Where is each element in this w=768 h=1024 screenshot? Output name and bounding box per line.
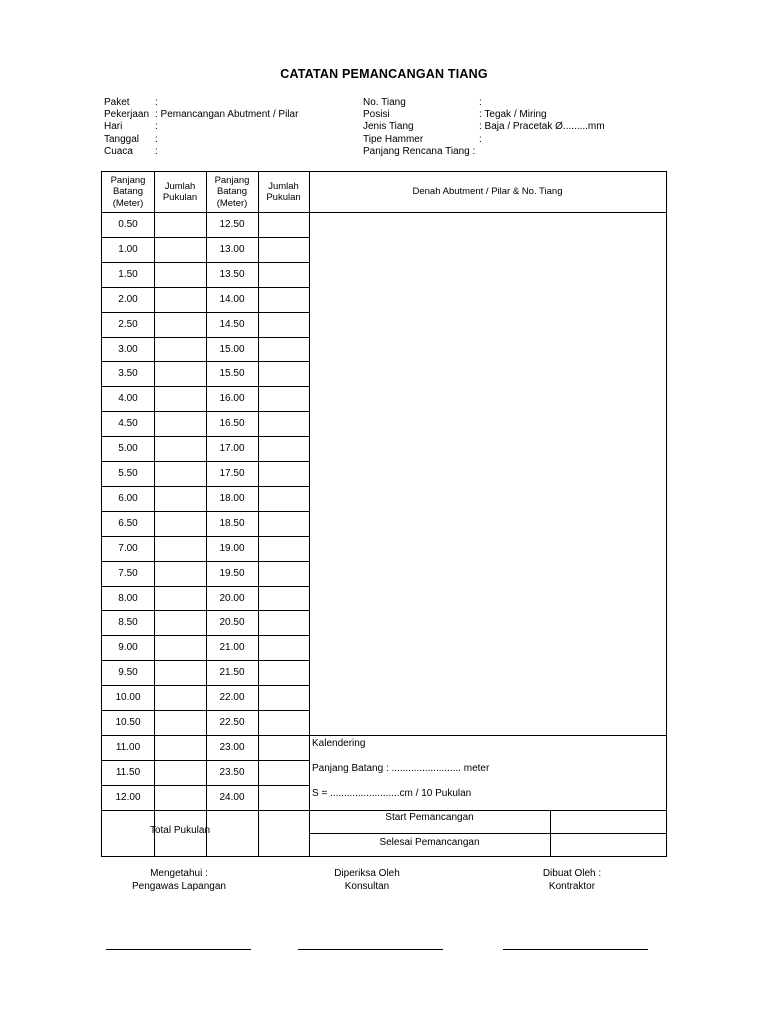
panjang-batang-cell: 12.50 <box>219 219 245 230</box>
signature-role: Dibuat Oleh : <box>542 868 602 879</box>
info-label: Pekerjaan <box>104 109 150 121</box>
info-row-no-tiang <box>363 97 653 109</box>
signature-role: Diperiksa Oleh <box>334 868 400 879</box>
panjang-batang-cell: 20.50 <box>219 617 245 629</box>
panjang-batang-cell: 8.00 <box>118 592 138 604</box>
info-value: : Tegak / Miring <box>479 109 547 121</box>
panjang-batang-cell: 5.00 <box>118 443 138 455</box>
info-row-hari <box>104 121 314 133</box>
column-divider <box>258 172 259 856</box>
info-label: Posisi <box>363 109 390 121</box>
panjang-batang-cell: 17.50 <box>219 468 245 479</box>
panjang-batang-line: Panjang Batang : ......................... meter <box>312 763 490 774</box>
info-row-paket <box>104 97 314 109</box>
row-divider <box>102 810 309 811</box>
panjang-batang-cell: 15.50 <box>219 368 245 380</box>
panjang-batang-cell: 20.00 <box>219 592 245 604</box>
signature-block-kontraktor <box>482 867 662 893</box>
panjang-batang-cell: 10.50 <box>115 717 141 728</box>
panjang-batang-cell: 4.00 <box>118 393 138 405</box>
row-divider <box>309 735 666 736</box>
start-pemancangan-label: Start Pemancangan <box>385 812 474 823</box>
info-right-block <box>363 97 653 158</box>
row-divider <box>102 212 666 213</box>
panjang-batang-cell: 9.00 <box>118 642 138 654</box>
panjang-batang-cell: 6.50 <box>118 517 138 529</box>
signature-title: Pengawas Lapangan <box>132 881 226 892</box>
panjang-batang-cell: 5.50 <box>118 468 138 479</box>
info-row-jenis-tiang <box>363 121 653 133</box>
info-value: : Baja / Pracetak Ø.........mm <box>479 121 605 133</box>
panjang-batang-cell: 9.50 <box>118 667 138 679</box>
signature-role: Mengetahui : <box>150 868 208 879</box>
panjang-batang-cell: 22.50 <box>219 717 245 728</box>
column-divider <box>154 172 155 856</box>
panjang-batang-cell: 10.00 <box>115 692 141 704</box>
panjang-batang-cell: 8.50 <box>118 617 138 629</box>
info-label: Hari <box>104 121 123 133</box>
panjang-batang-cell: 18.00 <box>219 492 245 504</box>
info-row-cuaca <box>104 146 314 158</box>
kalendering-label: Kalendering <box>312 738 366 749</box>
piling-record-table <box>101 171 667 857</box>
signature-line-pengawas <box>106 949 251 950</box>
panjang-batang-cell: 0.50 <box>118 219 138 230</box>
panjang-batang-cell: 4.50 <box>118 418 138 430</box>
info-row-tipe-hammer <box>363 134 653 146</box>
signature-line-konsultan <box>298 949 443 950</box>
info-left-block <box>104 97 314 158</box>
row-divider <box>309 833 666 834</box>
info-value: : <box>479 133 482 145</box>
info-label: Tanggal <box>104 133 140 145</box>
signature-line-kontraktor <box>503 949 648 950</box>
panjang-batang-cell: 16.50 <box>219 418 245 430</box>
panjang-batang-cell: 15.00 <box>219 343 245 355</box>
panjang-batang-cell: 13.00 <box>219 243 245 255</box>
panjang-batang-cell: 7.00 <box>118 542 138 554</box>
panjang-batang-cell: 1.50 <box>118 268 138 280</box>
panjang-batang-cell: 3.00 <box>118 343 138 355</box>
panjang-batang-cell: 16.00 <box>219 393 245 405</box>
panjang-batang-cell: 11.00 <box>115 741 141 753</box>
signature-title: Konsultan <box>344 881 390 892</box>
info-label: No. Tiang <box>363 97 406 108</box>
s-per-10-pukulan-line: S = .........................cm / 10 Pukulan <box>312 788 472 799</box>
info-value: : <box>479 97 482 108</box>
panjang-batang-cell: 23.00 <box>219 741 245 753</box>
panjang-batang-cell: 21.00 <box>219 642 245 654</box>
info-label: Tipe Hammer <box>363 133 424 145</box>
panjang-batang-cell: 17.00 <box>219 443 245 455</box>
panjang-batang-cell: 19.50 <box>219 567 245 579</box>
selesai-pemancangan-label: Selesai Pemancangan <box>379 837 480 848</box>
column-divider <box>309 172 310 856</box>
info-value: : <box>155 145 158 157</box>
info-label: Paket <box>104 97 130 108</box>
info-label: Jenis Tiang <box>363 121 414 133</box>
header-jumlah-pukulan-2: Jumlah Pukulan <box>266 180 301 203</box>
panjang-batang-cell: 23.50 <box>219 766 245 778</box>
info-value: : <box>155 121 158 133</box>
header-jumlah-pukulan-1: Jumlah Pukulan <box>162 180 198 203</box>
info-value: : <box>155 133 158 145</box>
info-label: Panjang Rencana Tiang : <box>363 145 476 157</box>
info-row-pekerjaan <box>104 109 314 121</box>
panjang-batang-cell: 19.00 <box>219 542 245 554</box>
panjang-batang-cell: 18.50 <box>219 517 245 529</box>
panjang-batang-cell: 14.50 <box>219 318 245 330</box>
row-divider <box>309 810 666 811</box>
panjang-batang-cell: 6.00 <box>118 492 138 504</box>
panjang-batang-cell: 11.50 <box>115 766 141 778</box>
info-value: : Pemancangan Abutment / Pilar <box>155 109 299 121</box>
info-row-panjang-rencana <box>363 146 653 158</box>
panjang-batang-cell: 1.00 <box>118 243 138 255</box>
info-value: : <box>155 97 158 108</box>
panjang-batang-cell: 21.50 <box>219 667 245 679</box>
document-title: CATATAN PEMANCANGAN TIANG <box>280 67 488 81</box>
info-label: Cuaca <box>104 145 133 157</box>
signature-block-konsultan <box>277 867 457 893</box>
info-row-tanggal <box>104 134 314 146</box>
panjang-batang-cell: 22.00 <box>219 692 245 704</box>
panjang-batang-cell: 14.00 <box>219 293 245 305</box>
header-denah: Denah Abutment / Pilar & No. Tiang <box>412 186 563 198</box>
panjang-batang-cell: 2.50 <box>118 318 138 330</box>
panjang-batang-cell: 13.50 <box>219 268 245 280</box>
panjang-batang-cell: 2.00 <box>118 293 138 305</box>
panjang-batang-cell: 12.00 <box>115 791 141 803</box>
signature-block-pengawas <box>89 867 269 893</box>
total-pukulan-label: Total Pukulan <box>149 825 211 836</box>
panjang-batang-cell: 3.50 <box>118 368 138 380</box>
panjang-batang-cell: 24.00 <box>219 791 245 803</box>
header-panjang-batang-2: Panjang Batang (Meter) <box>214 174 250 209</box>
panjang-batang-cell: 7.50 <box>118 567 138 579</box>
header-panjang-batang-1: Panjang Batang (Meter) <box>110 174 146 209</box>
signature-title: Kontraktor <box>548 881 596 892</box>
info-row-posisi <box>363 109 653 121</box>
